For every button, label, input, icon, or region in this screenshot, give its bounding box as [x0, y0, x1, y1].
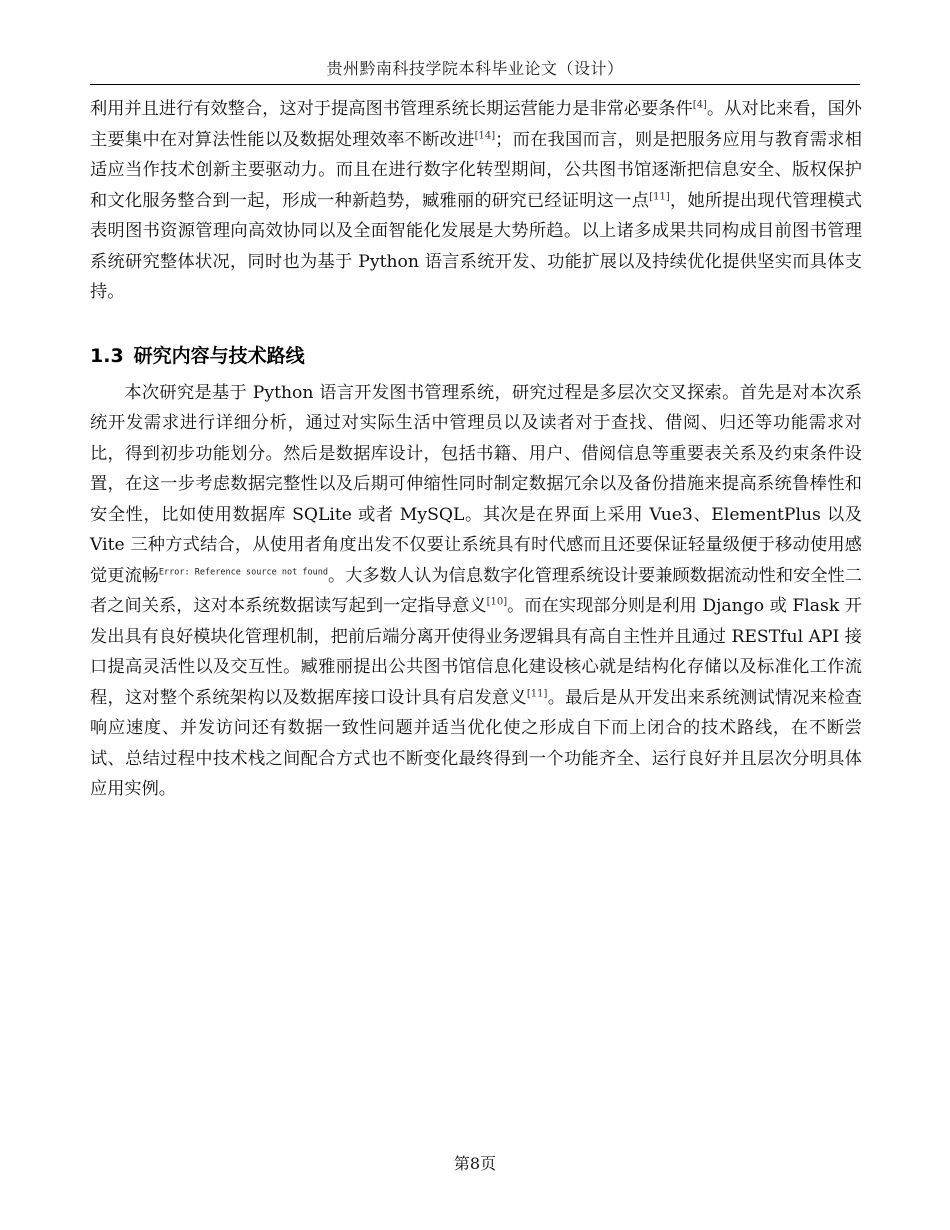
body-text: [90, 94, 862, 805]
section-title: 研究内容与技术路线: [133, 344, 305, 367]
citation-10: [10]: [486, 596, 508, 608]
citation-11-b: [11]: [526, 687, 548, 699]
running-header: 贵州黔南科技学院本科毕业论文（设计）: [326, 59, 624, 78]
paragraph-2-text-3: 。而在实现部分则是利用 Django 或 Flask 开发出具有良好模块化管理机制，把前后端分离开使得业务逻辑具有高自主性并且通过 RESTful API 接口提高灵活性以及交互性。臧雅丽提出公共图书馆信息化建设核心就是结构化存储以及标准化工作流程，这对整个系统架构以及数据库接口设计具有启发意义: [90, 596, 862, 708]
header-rule: [90, 84, 860, 85]
paragraph-1-text-1: 利用并且进行有效整合，这对于提高图书管理系统长期运营能力是非常必要条件: [90, 99, 693, 119]
paragraph-1-text-4: ，她所提出现代管理模式表明图书资源管理向高效协同以及全面智能化发展是大势所趋。以上诸多成果共同构成目前图书管理系统研究整体状况，同时也为基于 Python 语言系统开发、功能扩展以及持续优化提供坚实而具体支持。: [90, 190, 862, 302]
paragraph-1-text-2: 。从对比来看，国外主要集中在对算法性能以及数据处理效率不断改进: [90, 99, 862, 150]
paragraph-1-text-3: ；而在我国而言，则是把服务应用与教育需求相适应当作技术创新主要驱动力。而且在进行数字化转型期间，公共图书馆逐渐把信息安全、版权保护和文化服务整合到一起，形成一种新趋势，臧雅丽的研究已经证明这一点: [90, 129, 862, 211]
citation-11: [11]: [649, 190, 670, 202]
section-number: 1.3: [90, 344, 124, 367]
paragraph-1: [90, 94, 862, 308]
paragraph-2-text-4: 。最后是从开发出来系统测试情况来检查响应速度、并发访问还有数据一致性问题并适当优化使之形成自下而上闭合的技术路线，在不断尝试、总结过程中技术栈之间配合方式也不断变化最终得到一个功能齐全、运行良好并且层次分明具体应用实例。: [90, 687, 862, 799]
page-number: 第8页: [453, 1154, 497, 1173]
paragraph-2-text-1: 本次研究是基于 Python 语言开发图书管理系统，研究过程是多层次交叉探索。首先是对本次系统开发需求进行详细分析，通过对实际生活中管理员以及读者对于查找、借阅、归还等功能需求对比，得到初步功能划分。然后是数据库设计，包括书籍、用户、借阅信息等重要表关系及约束条件设置，在这一步考虑数据完整性以及后期可伸缩性同时制定数据冗余以及备份措施来提高系统鲁棒性和安全性，比如使用数据库 SQLite 或者 MySQL。其次是在界面上采用 Vue3、ElementPlus 以及 Vite 三种方式结合，从使用者角度出发不仅要让系统具有时代感而且还要保证轻量级便于移动使用感觉更流畅: [90, 382, 862, 586]
paragraph-2-text-2: 。大多数人认为信息数字化管理系统设计要兼顾数据流动性和安全性二者之间关系，这对本系统数据读写起到一定指导意义: [90, 565, 862, 616]
citation-14: [14]: [474, 129, 496, 141]
citation-4: [4]: [692, 99, 707, 111]
section-heading: [90, 340, 862, 372]
reference-error: Error: Reference source not found: [158, 566, 328, 577]
paragraph-2: [90, 378, 862, 805]
